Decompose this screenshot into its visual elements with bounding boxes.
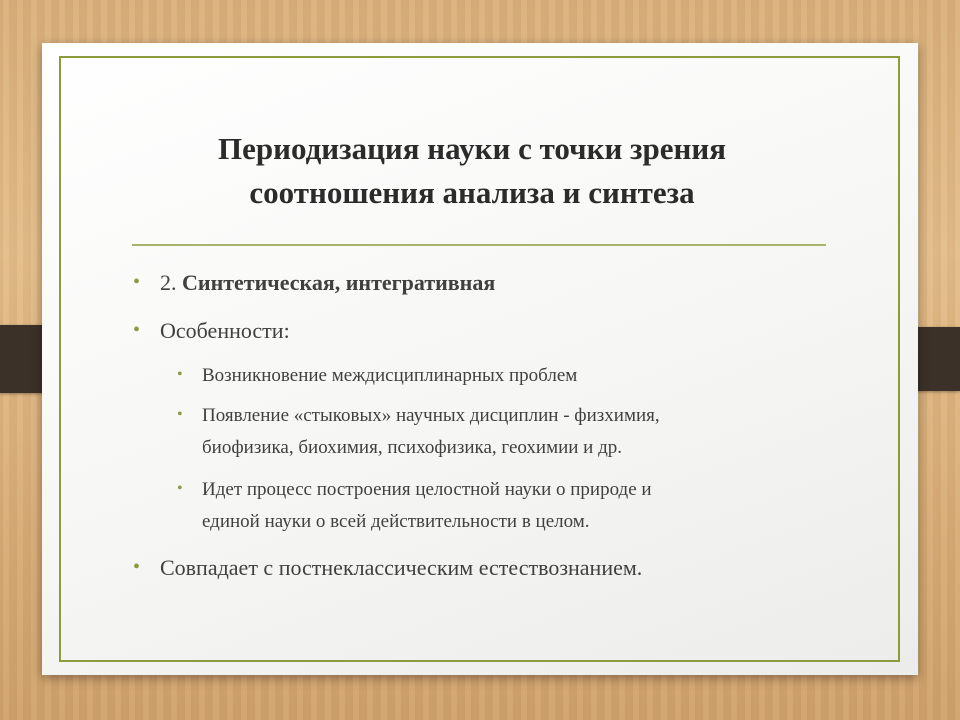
sub-bullet-problems (127, 360, 827, 392)
bullet-features (127, 316, 827, 346)
bullet-text-line-1: Появление «стыковых» научных дисциплин - физхимия, (202, 405, 660, 426)
title-line-2: соотношения анализа и синтеза (249, 175, 695, 210)
bullet-text-line-1: Идет процесс построения целостной науки о природе и (202, 479, 652, 500)
bullet-icon: • (177, 480, 183, 497)
sub-bullet-disciplines (127, 400, 827, 464)
bullet-icon: • (133, 319, 141, 341)
slide-paper (42, 43, 918, 675)
bullet-icon: • (177, 366, 183, 383)
bullet-list (127, 268, 827, 583)
title-line-1: Периодизация науки с точки зрения (217, 131, 727, 166)
sub-bullet-unified-science (127, 474, 827, 538)
bullet-postnonclassical (127, 553, 827, 583)
bullet-number: 2. (160, 270, 182, 295)
bullet-icon: • (133, 556, 141, 578)
bullet-emphasis: Синтетическая, интегративная (182, 270, 496, 295)
bullet-icon: • (133, 271, 141, 293)
bullet-text-line-2: биофизика, биохимия, психофизика, геохимии и др. (202, 437, 623, 458)
bullet-text: Возникновение междисциплинарных проблем (202, 365, 578, 386)
title-divider (132, 244, 826, 246)
bullet-synthetic (127, 268, 827, 298)
slide-title (102, 127, 842, 215)
bullet-icon: • (177, 406, 183, 423)
bullet-text: Совпадает с постнеклассическим естествознанием. (160, 555, 643, 580)
bullet-text-line-2: единой науки о всей действительности в целом. (202, 511, 590, 532)
bullet-text: Особенности: (160, 318, 290, 343)
